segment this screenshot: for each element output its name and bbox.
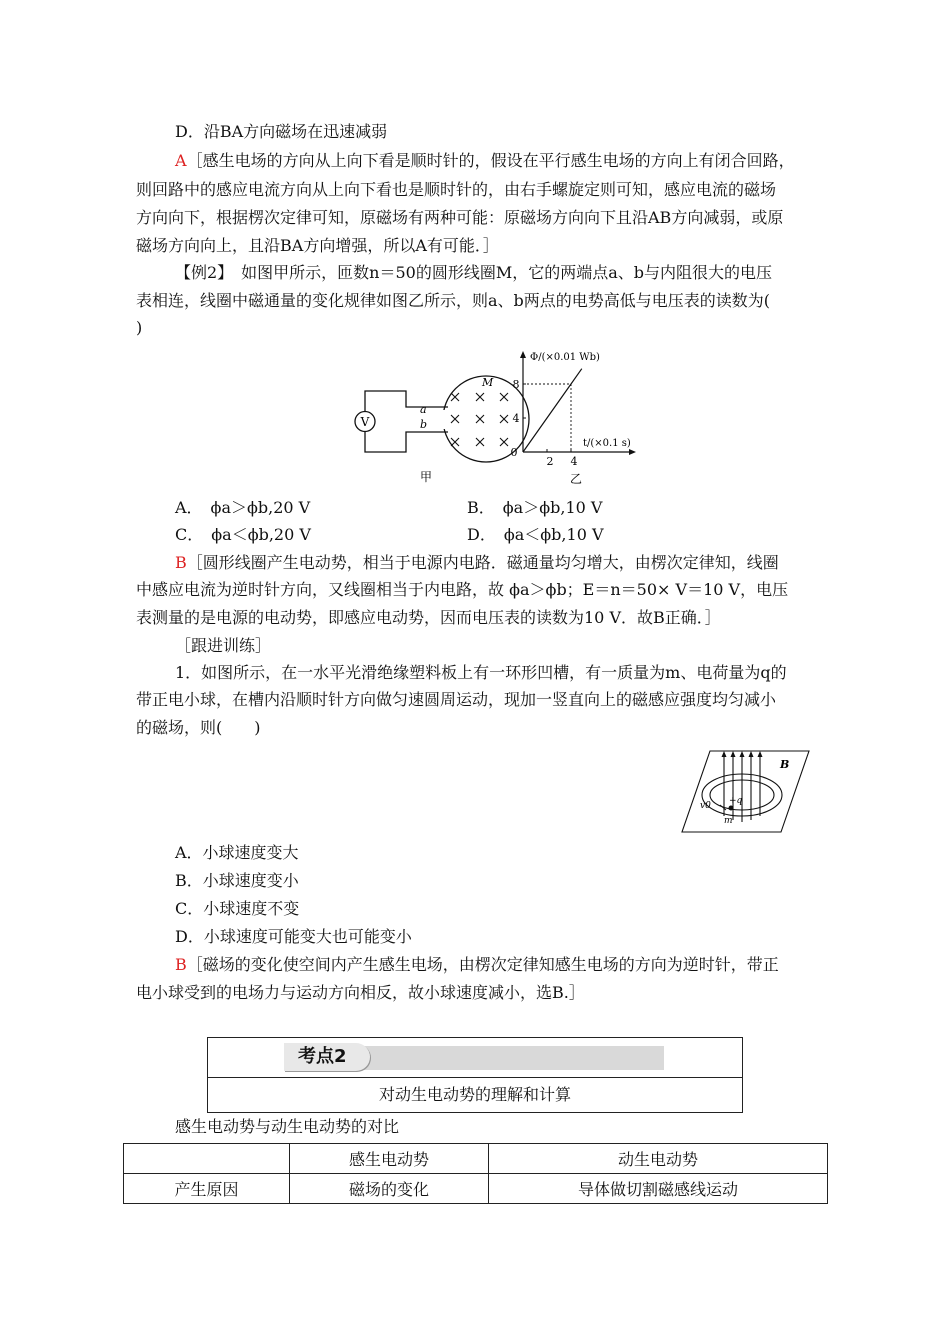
table-header-cell <box>124 1144 290 1174</box>
kaodian-tag: 考点2 <box>284 1043 370 1071</box>
x-axis-label: t/(×0.1 s) <box>583 438 631 449</box>
table-cell: 磁场的变化 <box>290 1174 489 1204</box>
follow-up-heading: ［跟进训练］ <box>175 636 272 655</box>
answer-letter: B <box>175 553 187 572</box>
origin-label: 0 <box>510 446 518 459</box>
example-2-line-2: 表相连，线圈中磁通量的变化规律如图乙所示，则a、b两点的电势高低与电压表的读数为( <box>136 291 771 310</box>
x-axis-arrow <box>629 449 636 455</box>
answer-text: ［感生电场的方向从上向下看是顺时针的，假设在平行感生电场的方向上有闭合回路， <box>186 151 795 170</box>
coil-label: M <box>482 376 494 389</box>
answer-1-line-4: 磁场方向向上，且沿BA方向增强，所以A有可能．］ <box>136 236 499 255</box>
answer-2-line-2: 中感应电流为逆时针方向，又线圈相当于内电路，故 ϕa＞ϕb；E＝n＝50× V＝10 V，电压 <box>136 580 789 599</box>
label-B: B <box>780 758 790 771</box>
kaodian-subtitle: 对动生电动势的理解和计算 <box>378 1085 571 1104</box>
y-tick-label: 8 <box>512 378 520 391</box>
table-header-row <box>124 1144 828 1174</box>
caption-yi: 乙 <box>569 472 583 486</box>
answer-3-line-2: 电小球受到的电场力与运动方向相反，故小球速度减小，选B.］ <box>136 983 585 1002</box>
kaodian-box <box>207 1037 743 1113</box>
table-header-cell: 动生电动势 <box>489 1144 828 1174</box>
plastic-board <box>682 751 809 832</box>
label-m: m <box>724 816 733 826</box>
q1-option-b: B．小球速度变小 <box>175 871 299 890</box>
option-c: C． ϕa＜ϕb,20 V <box>175 525 311 544</box>
question-1-line-3: 的磁场，则( ) <box>136 718 261 737</box>
answer-3-line-1 <box>175 955 779 975</box>
answer-text: ［磁场的变化使空间内产生感生电场，由楞次定律知感生电场的方向为逆时针，带正 <box>186 955 779 974</box>
point-b-label: b <box>420 418 428 431</box>
ball <box>729 806 734 811</box>
label-v0: v0 <box>700 801 711 811</box>
table-row <box>124 1174 828 1204</box>
q1-option-a: A．小球速度变大 <box>175 843 299 862</box>
compare-title: 感生电动势与动生电动势的对比 <box>175 1117 400 1136</box>
x-tick-label: 2 <box>546 455 554 468</box>
y-axis-label: Φ/(×0.01 Wb) <box>530 352 600 363</box>
option-b: B． ϕa＞ϕb,10 V <box>467 498 603 517</box>
comparison-table <box>123 1143 828 1204</box>
label-q: +q <box>729 796 743 806</box>
answer-letter: A <box>175 151 187 170</box>
point-a-label: a <box>420 403 427 416</box>
question-1-line-2: 带正电小球，在槽内沿顺时针方向做匀速圆周运动，现加一竖直向上的磁感应强度均匀减小 <box>136 690 777 709</box>
example-2-line-1: 【例2】 如图甲所示，匝数n＝50的圆形线圈M，它的两端点a、b与内阻很大的电压 <box>175 263 773 282</box>
flux-series-line <box>523 369 582 452</box>
kaodian-divider <box>208 1077 742 1078</box>
answer-1-line-1 <box>175 151 795 171</box>
answer-2-line-3: 表测量的是电源的电动势，即感应电动势，因而电压表的读数为10 V．故B正确．］ <box>136 608 721 627</box>
answer-text: ［圆形线圈产生电动势，相当于电源内电路．磁通量均匀增大，由楞次定律知，线圈 <box>186 553 779 572</box>
option-d: D． ϕa＜ϕb,10 V <box>467 525 604 544</box>
flux-graph <box>511 351 637 468</box>
answer-letter: B <box>175 955 187 974</box>
example-2-line-3: ) <box>136 318 143 337</box>
option-d-line: D．沿BA方向磁场在迅速减弱 <box>175 122 388 141</box>
y-axis-arrow <box>520 351 526 358</box>
question-1-line-1: 1．如图所示，在一水平光滑绝缘塑料板上有一环形凹槽，有一质量为m、电荷量为q的 <box>175 663 787 682</box>
answer-2-line-1 <box>175 553 779 573</box>
table-header-cell: 感生电动势 <box>290 1144 489 1174</box>
x-tick-label: 4 <box>570 455 578 468</box>
q1-option-c: C．小球速度不变 <box>175 899 300 918</box>
field-crosses <box>451 393 508 446</box>
answer-1-line-2: 则回路中的感应电流方向从上向下看也是顺时针的，由右手螺旋定则可知，感应电流的磁场 <box>136 180 777 199</box>
table-cell: 导体做切割磁感线运动 <box>489 1174 828 1204</box>
y-tick-label: 4 <box>512 412 520 425</box>
caption-jia: 甲 <box>419 470 433 484</box>
figure-ring-field <box>680 748 810 834</box>
table-cell: 产生原因 <box>124 1174 290 1204</box>
option-a: A． ϕa＞ϕb,20 V <box>175 498 311 517</box>
voltmeter-label: V <box>360 415 370 429</box>
figure-coil-and-graph <box>340 348 650 488</box>
q1-option-d: D．小球速度可能变大也可能变小 <box>175 927 412 946</box>
answer-1-line-3: 方向向下，根据楞次定律可知，原磁场有两种可能：原磁场方向向下且沿AB方向减弱，或原 <box>136 208 784 227</box>
